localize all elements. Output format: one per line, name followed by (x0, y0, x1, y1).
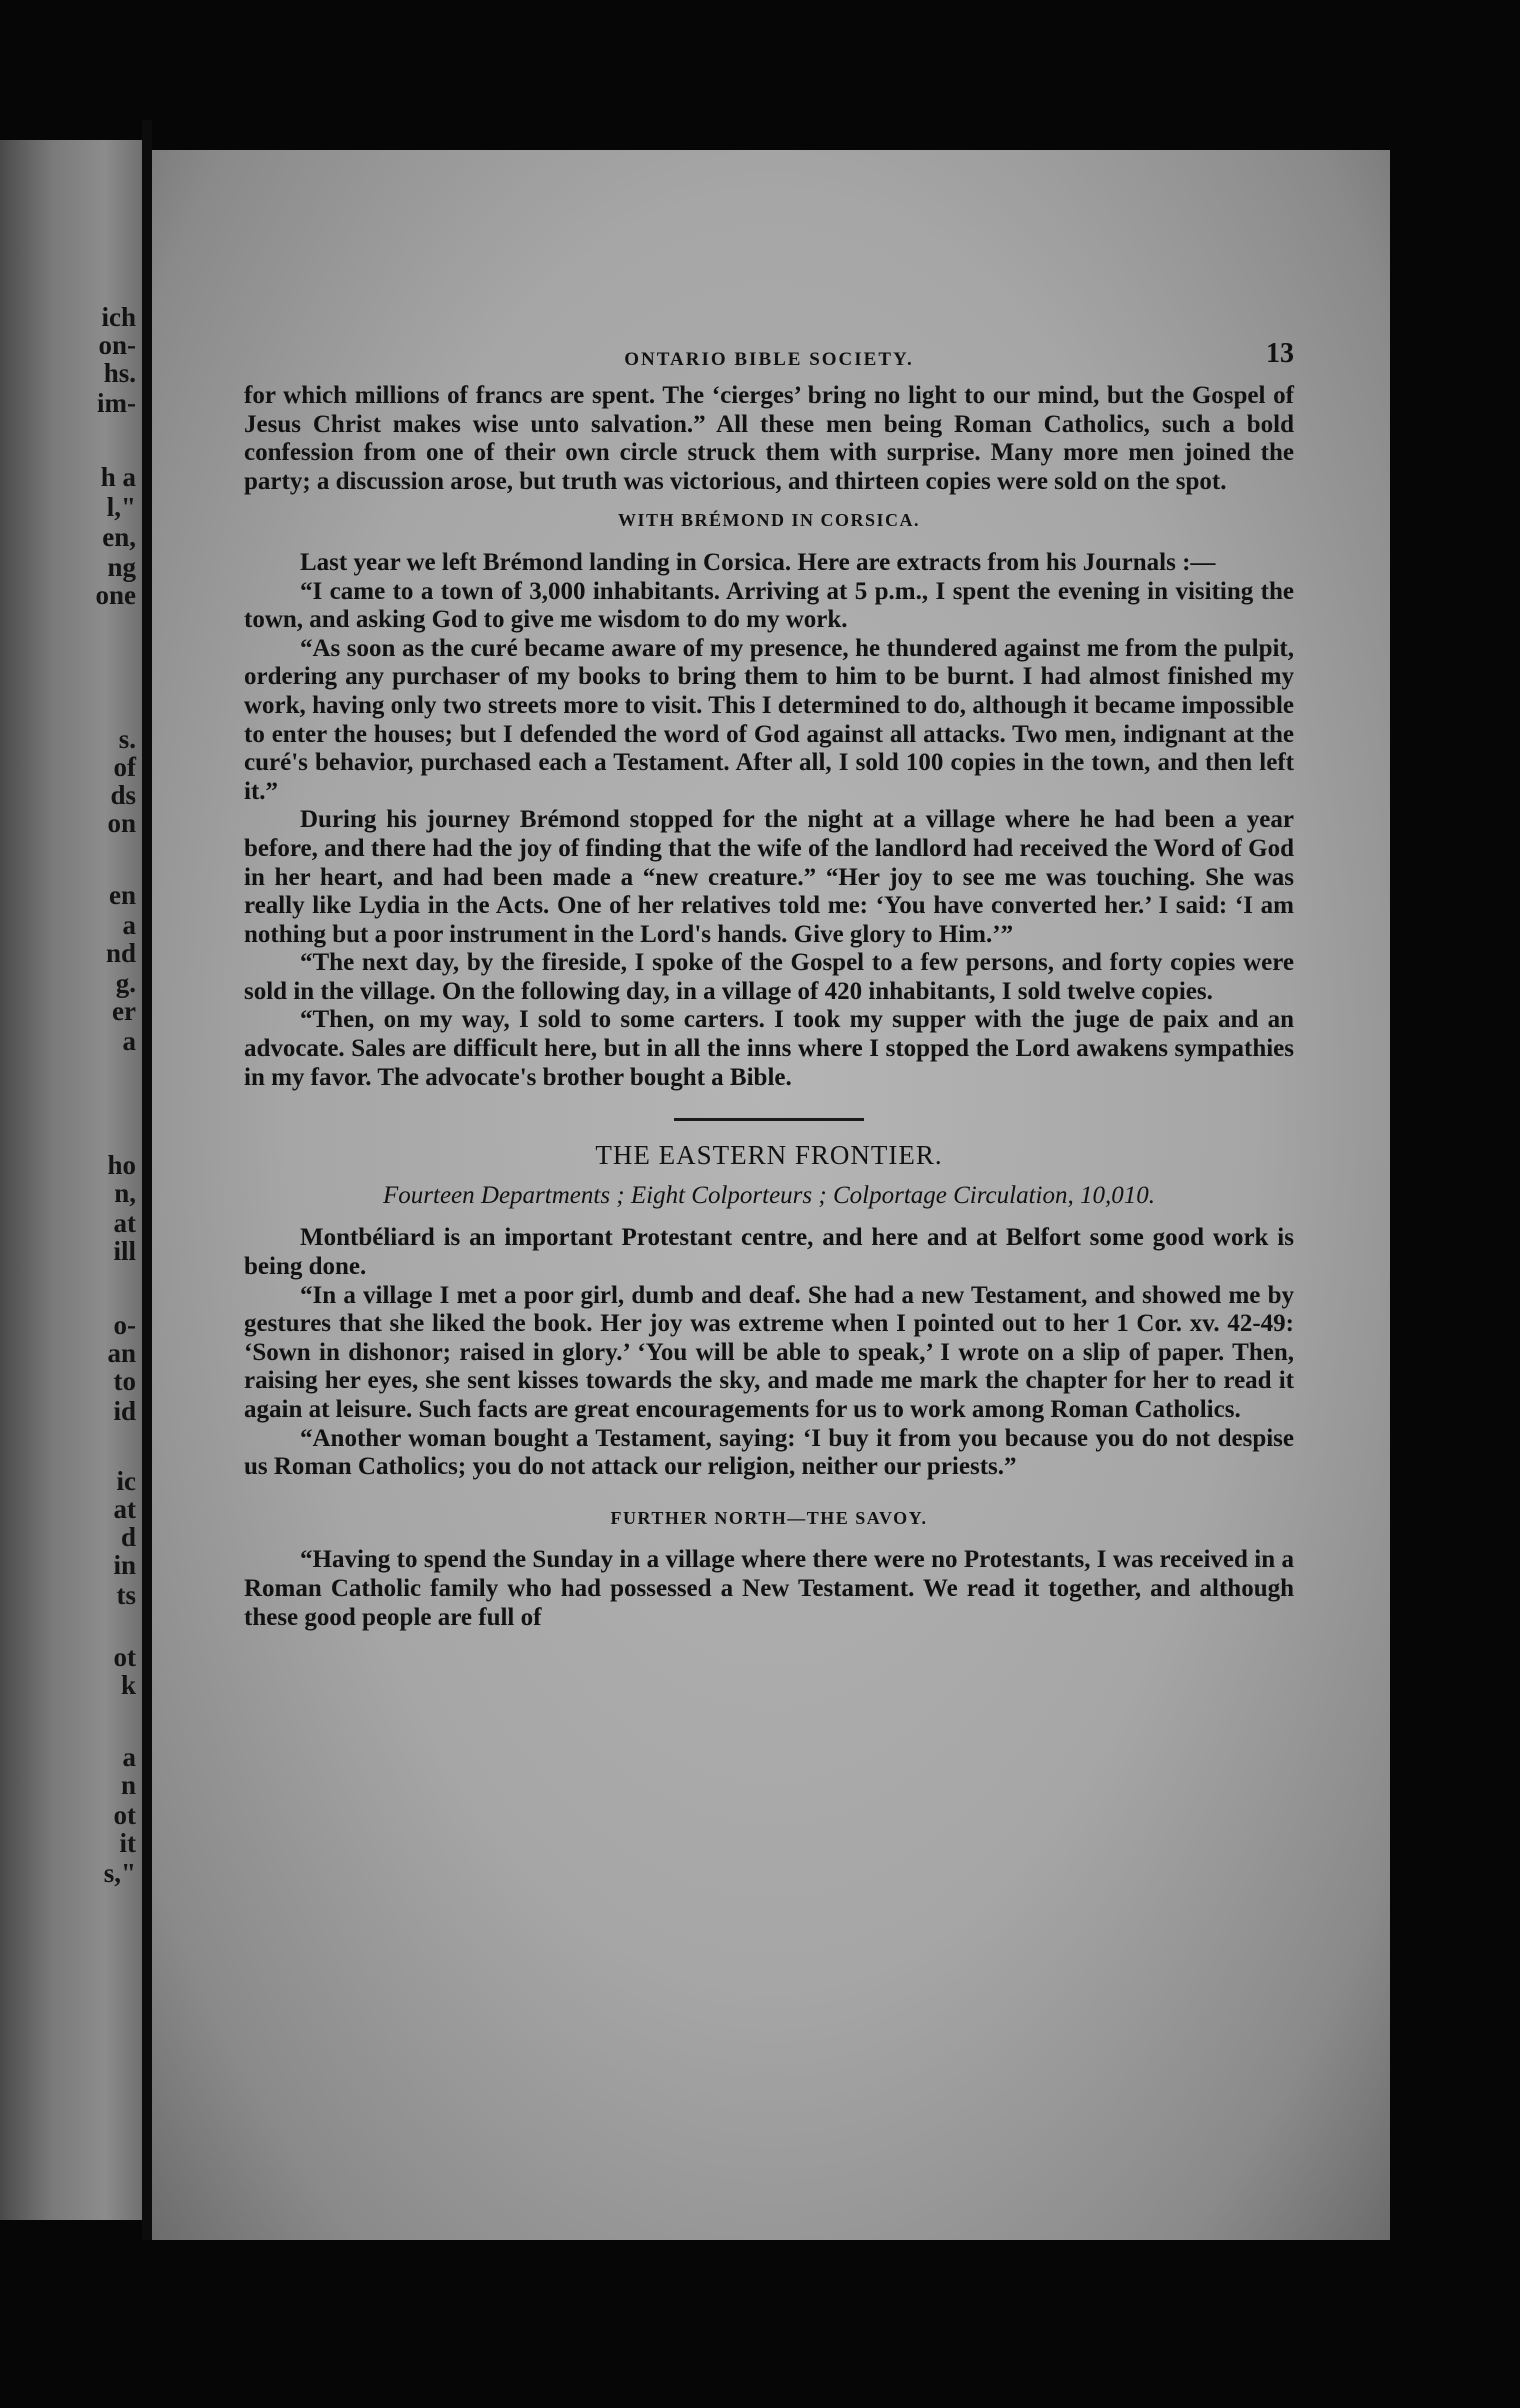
paragraph: Montbéliard is an important Protestant centre, and here and at Belfort some good work is being done. (244, 1224, 1294, 1281)
facing-page-fragment: n (120, 1770, 136, 1800)
facing-page-fragment: ic (116, 1466, 136, 1496)
facing-page-fragment: h a (100, 462, 136, 492)
paragraph: “Having to spend the Sunday in a village where there were no Protestants, I was received in a Roman Catholic family who had possessed a New Testament. We read it together, and although these good people are full of (244, 1546, 1294, 1631)
paragraph: Last year we left Brémond landing in Corsica. Here are extracts from his Journals :— (300, 548, 1216, 576)
facing-page-fragment: l," (106, 492, 136, 522)
facing-page-fragment: s. (118, 724, 136, 754)
facing-page-fragment: ot (113, 1800, 136, 1830)
facing-page-fragment: at (113, 1208, 136, 1238)
paragraph: “I came to a town of 3,000 inhabitants. Arriving at 5 p.m., I spent the evening in visiting the town, and asking God to give me wisdom to do my work. (244, 577, 1294, 634)
facing-page-fragment: ill (113, 1236, 136, 1266)
facing-page-fragment: im- (97, 388, 136, 418)
page-content (244, 340, 1294, 1632)
facing-page-fragment: ich (101, 302, 136, 332)
facing-page-fragment: ds (110, 780, 136, 810)
facing-page-fragment: a (122, 1026, 136, 1056)
subhead-corsica: WITH BRÉMOND IN CORSICA. (617, 510, 921, 531)
paragraph-group-2 (244, 549, 1294, 1092)
paragraph: “The next day, by the fireside, I spoke of the Gospel to a few persons, and forty copies were sold in the village. On the following day, in a village of 420 inhabitants, I sold twelve copies. (244, 949, 1294, 1005)
facing-page-fragment: of (113, 752, 136, 782)
subhead-savoy: FURTHER NORTH—THE SAVOY. (610, 1507, 928, 1528)
facing-page-fragment: id (113, 1396, 136, 1426)
paragraph: “In a village I met a poor girl, dumb and deaf. She had a new Testament, and showed me by gestures that she liked the book. Her joy was extreme when I pointed out to her 1 Cor. xv. 42-49: ‘Sown in dishonor; raised in glory.’ ‘You will be able to speak,’ I wrote on a slip of paper. Then, raising her eyes, she sent kisses towards the sky, and made me mark the chapter for her to read it again at leisure. Such facts are great encouragements for us to work among Roman Catholics. (244, 1281, 1294, 1423)
paragraph-group-1 (244, 382, 1294, 496)
facing-page-fragment: ng (107, 552, 136, 582)
facing-page-fragment: it (119, 1828, 136, 1858)
facing-page-fragment: one (95, 580, 136, 610)
facing-page-fragment: n, (114, 1178, 136, 1208)
facing-page-fragment: d (120, 1522, 136, 1552)
facing-page-fragment: in (113, 1550, 136, 1580)
facing-page-fragment: on- (98, 330, 136, 360)
section-title: THE EASTERN FRONTIER. (595, 1140, 943, 1171)
facing-page-fragment: o- (113, 1310, 136, 1340)
running-head (244, 340, 1294, 374)
facing-page-fragment: on (107, 808, 136, 838)
facing-page-fragment: en (109, 880, 136, 910)
facing-page-fragment: ot (113, 1642, 136, 1672)
facing-page-fragment: en, (102, 522, 136, 552)
book-page (152, 150, 1390, 2240)
facing-page-fragment: an (107, 1338, 136, 1368)
running-title: ONTARIO BIBLE SOCIETY. (624, 349, 914, 370)
facing-page-edge (0, 140, 150, 2220)
facing-page-fragment: hs. (103, 358, 136, 388)
facing-page-fragment: to (113, 1366, 136, 1396)
facing-page-fragment: at (113, 1494, 136, 1524)
paragraph: “Then, on my way, I sold to some carters. I took my supper with the juge de paix and an advocate. Sales are difficult here, but in all the inns where I stopped the Lord awakens sympathies in my favor. The advocate's brother bought a Bible. (244, 1006, 1294, 1091)
facing-page-fragment: ho (107, 1150, 136, 1180)
section-meta: Fourteen Departments ; Eight Colporteurs ; Colportage Circulation, 10,010. (383, 1181, 1155, 1209)
paragraph-group-3 (244, 1224, 1294, 1481)
page-gutter (142, 120, 152, 2240)
paragraph: During his journey Brémond stopped for the night at a village where he had been a year before, and there had the joy of finding that the wife of the landlord had received the Word of God in her heart, and had been made a “new creature.” “Her joy to see me was touching. She was really like Lydia in the Acts. One of her relatives told me: ‘You have converted her.’ I said: ‘I am nothing but a poor instrument in the Lord's hands. Give glory to Him.’” (244, 806, 1294, 948)
facing-page-fragment: nd (105, 938, 136, 968)
paragraph: for which millions of francs are spent. The ‘cierges’ bring no light to our mind, but the Gospel of Jesus Christ makes wise unto salvation.” All these men being Roman Catholics, such a bold confession from one of their own circle struck them with surprise. Many more men joined the party; a discussion arose, but truth was victorious, and thirteen copies were sold on the spot. (244, 382, 1294, 495)
facing-page-fragment: a (122, 910, 136, 940)
facing-page-fragment: s," (103, 1858, 136, 1888)
paragraph: “As soon as the curé became aware of my presence, he thundered against me from the pulpit, ordering any purchaser of my books to bring them to him to be burnt. I had almost finished my work, having only two streets more to visit. This I determined to do, although it became impossible to enter the houses; but I defended the word of God against all attacks. Two men, indignant at the curé's behavior, purchased each a Testament. After all, I sold 100 copies in the town, and then left it.” (244, 634, 1294, 805)
section-divider (674, 1118, 864, 1121)
facing-page-fragment: ts (116, 1580, 136, 1610)
paragraph-group-4 (244, 1546, 1294, 1632)
facing-page-fragment: er (112, 996, 136, 1026)
facing-page-fragment: g. (115, 968, 136, 998)
facing-page-fragment: k (120, 1670, 136, 1700)
facing-page-fragment: a (122, 1742, 136, 1772)
page-number: 13 (1266, 338, 1294, 369)
paragraph: “Another woman bought a Testament, saying: ‘I buy it from you because you do not despise us Roman Catholics; you do not attack our religion, neither our priests.” (244, 1424, 1294, 1481)
